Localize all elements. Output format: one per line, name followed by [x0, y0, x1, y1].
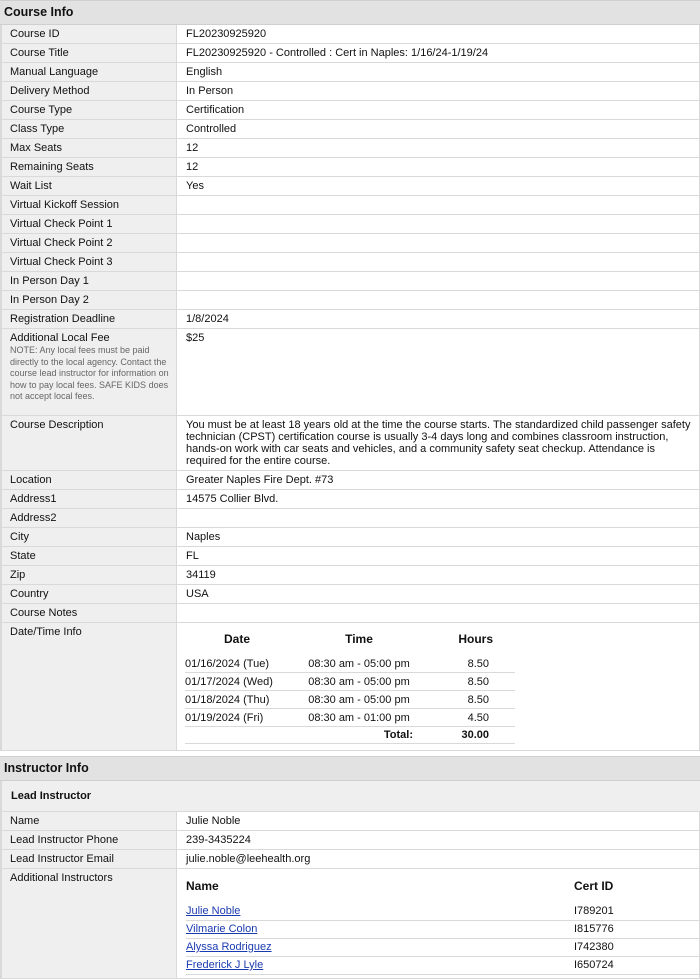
virtual-check-point-3-row: [1, 253, 700, 272]
virtual-check-point-2-value: [177, 234, 700, 253]
session-hours: 8.50: [429, 655, 515, 673]
instructor-cert-id: I650724: [574, 957, 700, 975]
registration-deadline-value: 1/8/2024: [177, 310, 700, 329]
country-value: USA: [177, 585, 700, 604]
fee-value: $25: [177, 329, 700, 416]
virtual-check-point-1-value: [177, 215, 700, 234]
instructor-row: [186, 939, 700, 957]
max-seats-label: Max Seats: [1, 139, 177, 158]
city-row: [1, 528, 700, 547]
name-row: [1, 812, 700, 831]
session-date: 01/17/2024 (Wed): [185, 673, 289, 691]
session-time: 08:30 am - 05:00 pm: [289, 691, 429, 709]
description-value: You must be at least 18 years old at the time the course starts. The standardized child passenger safety technician (CPST) certification course is usually 3-4 days long and combines classroom instruction, hands-on work with car seats and vehicles, and a community safety seat checkup. Attendance is required for the entire course.: [186, 419, 691, 467]
course-type-label: Course Type: [1, 101, 177, 120]
time-column-header: Time: [345, 632, 373, 646]
lead-instructor-phone-value: 239-3435224: [177, 831, 700, 850]
datetime-row: [1, 623, 700, 751]
session-date: 01/18/2024 (Thu): [185, 691, 289, 709]
additional-fee-row: [1, 329, 700, 416]
additional-instructors-label: Additional Instructors: [1, 869, 177, 979]
instructor-cert-id: I742380: [574, 939, 700, 957]
virtual-check-point-3-value: [177, 253, 700, 272]
virtual-check-point-1-label: Virtual Check Point 1: [1, 215, 177, 234]
in-person-day-2-row: [1, 291, 700, 310]
in-person-day-1-label: In Person Day 1: [1, 272, 177, 291]
course-title-row: [1, 44, 700, 63]
total-label: Total:: [289, 727, 429, 744]
session-date: 01/16/2024 (Tue): [185, 655, 289, 673]
additional-instructors-table: [186, 877, 700, 975]
instructor-row: [186, 921, 700, 939]
address1-label: Address1: [1, 490, 177, 509]
manual-language-value: English: [177, 63, 700, 82]
class-type-value: Controlled: [177, 120, 700, 139]
session-time: 08:30 am - 05:00 pm: [289, 673, 429, 691]
delivery-method-row: [1, 82, 700, 101]
name-label: Name: [1, 812, 177, 831]
course-id-value: FL20230925920: [177, 25, 700, 44]
course-notes-value: [177, 604, 700, 623]
address2-row: [1, 509, 700, 528]
datetime-label: Date/Time Info: [1, 623, 177, 751]
virtual-kickoff-session-label: Virtual Kickoff Session: [1, 196, 177, 215]
name-value: Julie Noble: [177, 812, 700, 831]
location-row: [1, 471, 700, 490]
in-person-day-1-value: [177, 272, 700, 291]
course-type-value: Certification: [177, 101, 700, 120]
instructor-row: [186, 903, 700, 921]
virtual-check-point-2-label: Virtual Check Point 2: [1, 234, 177, 253]
country-row: [1, 585, 700, 604]
fee-label: Additional Local Fee: [10, 332, 110, 344]
virtual-kickoff-session-row: [1, 196, 700, 215]
instructor-name-link[interactable]: Julie Noble: [186, 905, 241, 917]
state-label: State: [1, 547, 177, 566]
wait-list-label: Wait List: [1, 177, 177, 196]
class-type-row: [1, 120, 700, 139]
zip-row: [1, 566, 700, 585]
location-label: Location: [1, 471, 177, 490]
lead-instructor-phone-label: Lead Instructor Phone: [1, 831, 177, 850]
session-row: [185, 691, 515, 709]
session-row: [185, 655, 515, 673]
location-value: Greater Naples Fire Dept. #73: [177, 471, 700, 490]
delivery-method-value: In Person: [177, 82, 700, 101]
course-type-row: [1, 101, 700, 120]
virtual-kickoff-session-value: [177, 196, 700, 215]
in-person-day-2-label: In Person Day 2: [1, 291, 177, 310]
zip-value: 34119: [177, 566, 700, 585]
fee-note: NOTE: Any local fees must be paid directly to the local agency. Contact the course lead instructor for information on how to pay local fees. SAFE KIDS does not accept local fees.: [10, 345, 169, 401]
remaining-seats-row: [1, 158, 700, 177]
session-row: [185, 709, 515, 727]
city-value: Naples: [177, 528, 700, 547]
in-person-day-1-row: [1, 272, 700, 291]
virtual-check-point-1-row: [1, 215, 700, 234]
state-value: FL: [177, 547, 700, 566]
course-id-row: [1, 25, 700, 44]
address1-row: [1, 490, 700, 509]
course-info-table: [0, 25, 700, 751]
session-row: [185, 673, 515, 691]
wait-list-value: Yes: [177, 177, 700, 196]
zip-label: Zip: [1, 566, 177, 585]
course-description-row: [1, 416, 700, 471]
city-label: City: [1, 528, 177, 547]
description-label: Course Description: [1, 416, 177, 471]
max-seats-row: [1, 139, 700, 158]
address2-label: Address2: [1, 509, 177, 528]
lead-instructor-phone-row: [1, 831, 700, 850]
course-id-label: Course ID: [1, 25, 177, 44]
cert-id-column-header: Cert ID: [574, 879, 614, 893]
session-time: 08:30 am - 01:00 pm: [289, 709, 429, 727]
additional-instructors-row: [1, 869, 700, 979]
virtual-check-point-3-label: Virtual Check Point 3: [1, 253, 177, 272]
address2-value: [177, 509, 700, 528]
wait-list-row: [1, 177, 700, 196]
session-time: 08:30 am - 05:00 pm: [289, 655, 429, 673]
instructor-info-table: [0, 812, 700, 979]
registration-deadline-label: Registration Deadline: [1, 310, 177, 329]
remaining-seats-label: Remaining Seats: [1, 158, 177, 177]
hours-column-header: Hours: [458, 632, 493, 646]
session-date: 01/19/2024 (Fri): [185, 709, 289, 727]
registration-deadline-row: [1, 310, 700, 329]
name-column-header: Name: [186, 879, 219, 893]
instructor-name-link[interactable]: Frederick J Lyle: [186, 959, 264, 971]
total-row: [185, 727, 515, 744]
in-person-day-2-value: [177, 291, 700, 310]
datetime-table: [185, 632, 515, 744]
delivery-method-label: Delivery Method: [1, 82, 177, 101]
max-seats-value: 12: [177, 139, 700, 158]
remaining-seats-value: 12: [177, 158, 700, 177]
session-hours: 8.50: [429, 691, 515, 709]
session-hours: 4.50: [429, 709, 515, 727]
lead-instructor-email-row: [1, 850, 700, 869]
instructor-cert-id: I815776: [574, 921, 700, 939]
session-hours: 8.50: [429, 673, 515, 691]
country-label: Country: [1, 585, 177, 604]
instructor-name-link[interactable]: Vilmarie Colon: [186, 923, 258, 935]
state-row: [1, 547, 700, 566]
total-value: 30.00: [429, 727, 515, 744]
class-type-label: Class Type: [1, 120, 177, 139]
course-title-value: FL20230925920 - Controlled : Cert in Naples: 1/16/24-1/19/24: [177, 44, 700, 63]
course-notes-label: Course Notes: [1, 604, 177, 623]
lead-instructor-email-label: Lead Instructor Email: [1, 850, 177, 869]
date-column-header: Date: [223, 632, 250, 646]
course-info-header: Course Info: [0, 0, 700, 25]
instructor-row: [186, 957, 700, 975]
manual-language-row: [1, 63, 700, 82]
virtual-check-point-2-row: [1, 234, 700, 253]
lead-instructor-email-value: julie.noble@leehealth.org: [177, 850, 700, 869]
course-title-label: Course Title: [1, 44, 177, 63]
address1-value: 14575 Collier Blvd.: [177, 490, 700, 509]
instructor-cert-id: I789201: [574, 903, 700, 921]
course-notes-row: [1, 604, 700, 623]
lead-instructor-heading: Lead Instructor: [0, 781, 700, 812]
instructor-name-link[interactable]: Alyssa Rodriguez: [186, 941, 272, 953]
manual-language-label: Manual Language: [1, 63, 177, 82]
instructor-info-header: Instructor Info: [0, 756, 700, 781]
